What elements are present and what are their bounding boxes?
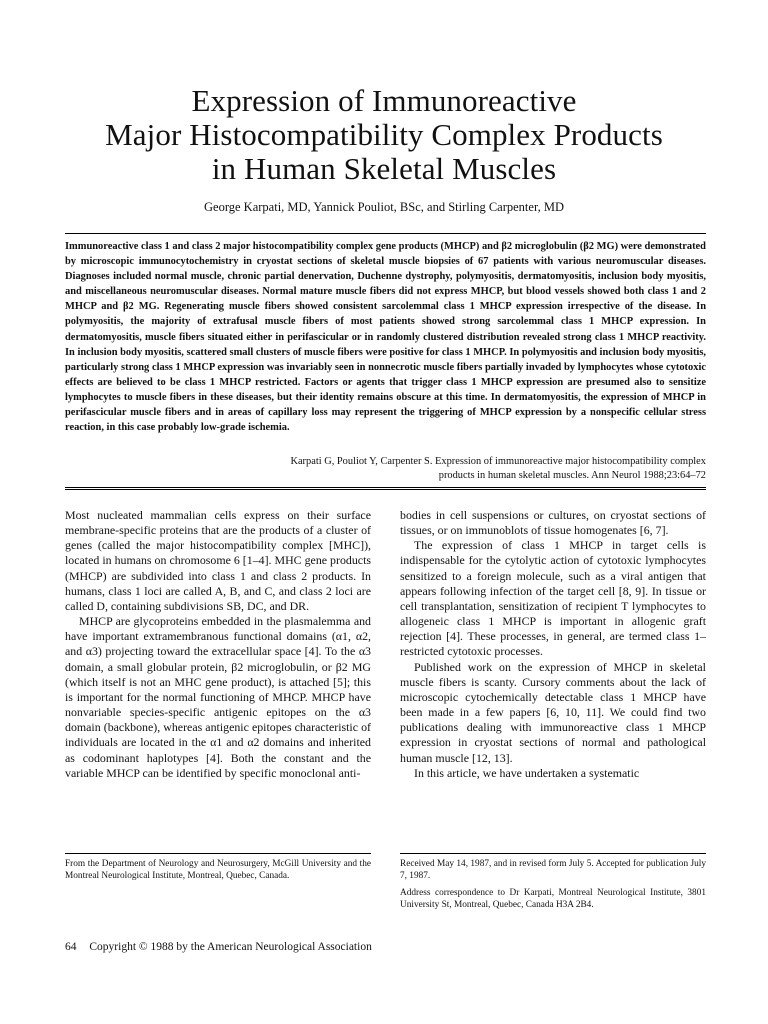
- body-paragraph: bodies in cell suspensions or cultures, on cryostat sections of tissues, or on immunoblots of tissue homogenates [6, 7].: [400, 508, 706, 538]
- title-line-1: Expression of Immunoreactive: [191, 83, 577, 118]
- title-line-2: Major Histocompatibility Complex Products: [105, 117, 663, 152]
- affiliation-footnote: [65, 858, 371, 887]
- article-title: [60, 84, 708, 186]
- copyright-notice: Copyright © 1988 by the American Neurological Association: [89, 941, 372, 953]
- citation: [180, 455, 706, 483]
- body-column-right: [400, 508, 706, 781]
- author-list: George Karpati, MD, Yannick Pouliot, BSc, and Stirling Carpenter, MD: [204, 200, 564, 214]
- received-dates: Received May 14, 1987, and in revised form July 5. Accepted for publication July 7, 1987.: [400, 859, 706, 881]
- body-paragraph: In this article, we have undertaken a systematic: [414, 765, 640, 780]
- body-paragraph: MHCP are glycoproteins embedded in the plasmalemma and have important extramembranous functional domains (α1, α2, and α3) projecting toward the extracellular space [4]. To the α3 domain, a small globular protein, β2 microglobulin, or β2 MG (which itself is not an MHC gene product), is attached [5]; this is important for the normal functioning of MHCP. MHCP have nonvariable species-specific antigenic epitopes on the α3 domain (backbone), whereas antigenic epitopes characteristic of individuals are located in the α1 and α2 domains and inherited as codominant haplotypes [4]. Both the constant and the variable MHCP can be identified by specific monoclonal anti-: [65, 614, 371, 780]
- correspondence-address: Address correspondence to Dr Karpati, Montreal Neurological Institute, 3801 University St, Montreal, Quebec, Canada H3A 2B4.: [400, 888, 706, 910]
- abstract-text: Immunoreactive class 1 and class 2 major histocompatibility complex gene products (MHCP) and β2 microglobulin (β2 MG) were demonstrated by microscopic immunocytochemistry in cryostat sections of skeletal muscle biopsies of 67 patients with various neuromuscular diseases. Diagnoses included normal muscle, chronic partial denervation, Duchenne dystrophy, polymyositis, dermatomyositis, inclusion body myositis, and miscellaneous neuromuscular diseases. Normal mature muscle fibers did not express MHCP, but blood vessels showed both class 1 and 2 MHCP and β2 MG. Regenerating muscle fibers showed consistent sarcolemmal class 1 MHCP expression irrespective of the disease. In polymyositis, the majority of extrafusal muscle fibers of most patients showed strong sarcolemmal class 1 MHCP expression. In dermatomyositis, muscle fibers situated either in perifascicular or in randomly clustered distribution revealed strong class 1 MHCP reactivity. In inclusion body myositis, scattered small clusters of muscle fibers were positive for class 1 MHCP. In polymyositis and inclusion body myositis, particularly strong class 1 MHCP expression was invariably seen in nonnecrotic muscle fibers partially invaded by lymphocytes whose cytotoxic effects are believed to be class 1 MHCP restricted. Factors or agents that trigger class 1 MHCP expression are presumed also to sensitize lymphocytes to muscle fibers in these diseases, but their identity remains obscure at this time. In dermatomyositis, the expression of MHCP in perifascicular muscle fibers and in areas of capillary loss may represent the triggering of MHCP expression by a nonspecific cellular stress reaction, in this case probably low-grade ischemia.: [65, 241, 706, 434]
- body-paragraph: Published work on the expression of MHCP in skeletal muscle fibers is scanty. Cursory comments about the lack of microscopic cytochemically detectable class 1 MHCP have been made in a few papers [6, 10, 11]. We could find two publications dealing with immunoreactive class 1 MHCP expression in cryostat sections of normal and pathological human muscle [12, 13].: [400, 659, 706, 765]
- correspondence-footnote: [400, 858, 706, 916]
- citation-line-1: Karpati G, Pouliot Y, Carpenter S. Expression of immunoreactive major histocompatibility complex: [290, 456, 706, 467]
- body-paragraph: Most nucleated mammalian cells express on their surface membrane-specific proteins that are the products of a cluster of genes (called the major histocompatibility complex [MHC]), located in humans on chromosome 6 [1–4]. MHC gene products (MHCP) are subdivided into class 1 and class 2 products. In humans, class 1 loci are called A, B, and C, and class 2 loci are called D, containing subdivisions SB, DC, and DR.: [65, 508, 371, 613]
- page-number: 64: [65, 941, 77, 953]
- affiliation-text: From the Department of Neurology and Neurosurgery, McGill University and the Montreal Neurological Institute, Montreal, Quebec, Canada.: [65, 859, 371, 881]
- citation-line-2: products in human skeletal muscles. Ann Neurol 1988;23:64–72: [438, 470, 706, 481]
- footnote-rule-right: [400, 853, 706, 854]
- footnote-rule-left: [65, 853, 371, 854]
- abstract-bottom-rule: [65, 487, 706, 490]
- page-footer: [65, 941, 465, 953]
- abstract-top-rule: [65, 233, 706, 234]
- title-line-3: in Human Skeletal Muscles: [211, 151, 557, 186]
- body-paragraph: The expression of class 1 MHCP in target cells is indispensable for the cytolytic action of cytotoxic lymphocytes sensitized to a foreign molecule, such as a viral antigen that appears following infection of the target cell [8, 9]. In tissue or cell transplantation, sensitization of recipient T lymphocytes to allogeneic class 1 MHCP is important in allogenic graft rejection [4]. These processes, in general, are termed class 1–restricted cytotoxic processes.: [400, 538, 706, 659]
- body-column-left: [65, 508, 371, 781]
